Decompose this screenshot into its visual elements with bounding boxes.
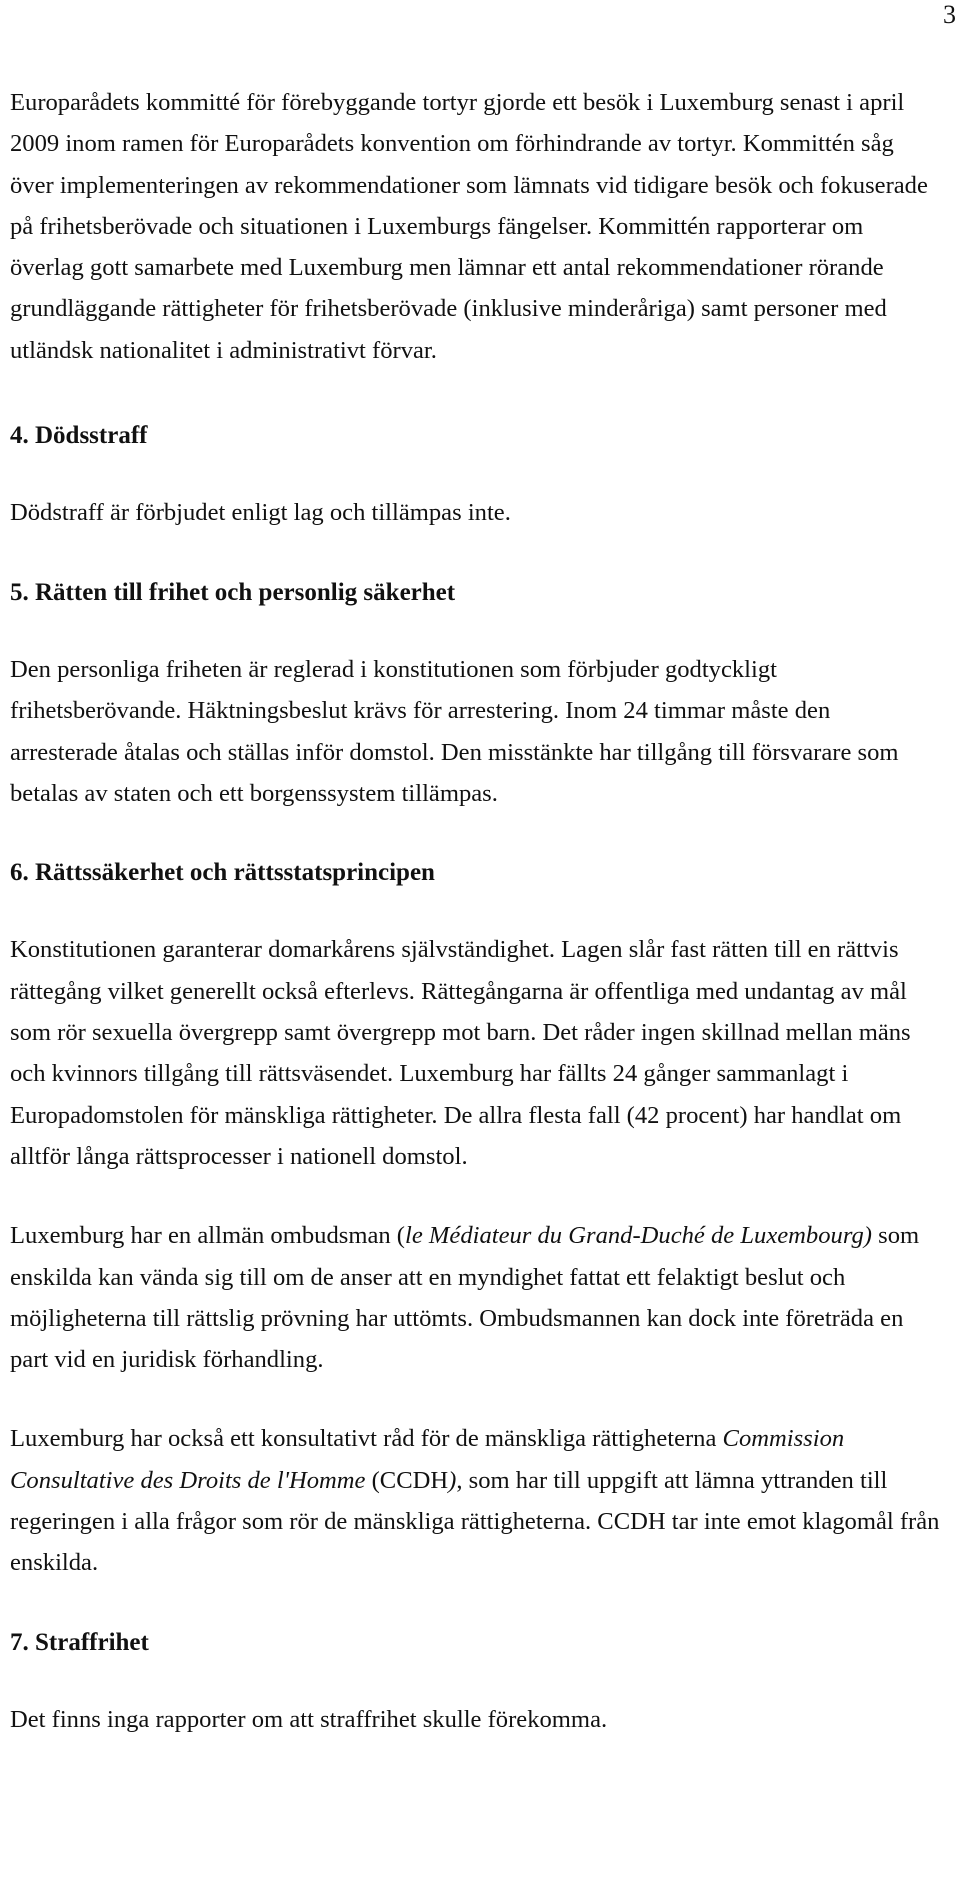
- section-6-paragraph-1: Konstitutionen garanterar domarkårens självständighet. Lagen slår fast rätten till en rättvis rättegång vilket generellt också efterlevs. Rättegångarna är offentliga med undantag av mål som rör sexuella övergrepp samt övergrepp mot barn. Det råder ingen skillnad mellan mäns och kvinnors tillgång till rättsväsendet. Luxemburg har fällts 24 gånger sammanlagt i Europadomstolen för mänskliga rättigheter. De allra flesta fall (42 procent) har handlat om alltför långa rättsprocesser i nationell domstol.: [10, 936, 911, 1170]
- section-6-heading: 6. Rättssäkerhet och rättsstatsprincipen: [10, 859, 435, 887]
- section-4-heading: 4. Dödsstraff: [10, 422, 148, 450]
- intro-paragraph: Europarådets kommitté för förebyggande tortyr gjorde ett besök i Luxemburg senast i april 2009 inom ramen för Europarådets konvention om förhindrande av tortyr. Kommittén såg över implementeringen av rekommendationer som lämnats vid tidigare besök och fokuserade på frihetsberövade och situationen i Luxemburgs fängelser. Kommittén rapporterar om överlag gott samarbete med Luxemburg men lämnar ett antal rekommendationer rörande grundläggande rättigheter för frihetsberövade (inklusive minderåriga) samt personer med utländsk nationalitet i administrativt förvar.: [10, 89, 928, 364]
- section-6-paragraph-2: [10, 1215, 940, 1380]
- ccdh-abbrev: (CCDH: [365, 1466, 449, 1494]
- ccdh-text-end: , som har till uppgift att lämna yttranden till regeringen i alla frågor som rör de mänskliga rättigheterna. CCDH tar inte emot klagomål från enskilda.: [10, 1466, 940, 1577]
- ccdh-italic-paren: ): [448, 1466, 457, 1494]
- section-5-paragraph: Den personliga friheten är reglerad i konstitutionen som förbjuder godtyckligt frihetsberövande. Häktningsbeslut krävs för arrestering. Inom 24 timmar måste den arresterade åtalas och ställas inför domstol. Den misstänkte har tillgång till försvarare som betalas av staten och ett borgenssystem tillämpas.: [10, 655, 899, 807]
- document-body: [10, 82, 940, 1740]
- page-number: 3: [943, 0, 956, 29]
- section-4-paragraph: Dödstraff är förbjudet enligt lag och tillämpas inte.: [10, 499, 511, 527]
- section-7-heading: 7. Straffrihet: [10, 1628, 149, 1656]
- ombudsman-text-start: Luxemburg har en allmän ombudsman (: [10, 1222, 406, 1250]
- ombudsman-italic-name: le Médiateur du Grand-Duché de Luxembourg): [405, 1222, 872, 1250]
- section-5-heading: 5. Rätten till frihet och personlig säkerhet: [10, 578, 456, 606]
- ccdh-text-start: Luxemburg har också ett konsultativt råd för de mänskliga rättigheterna: [10, 1425, 723, 1453]
- ccdh-italic-name: Commission Consultative des Droits de l'Homme: [10, 1425, 845, 1494]
- section-7-paragraph: Det finns inga rapporter om att straffrihet skulle förekomma.: [10, 1705, 608, 1733]
- ombudsman-text-end: som enskilda kan vända sig till om de anser att en myndighet fattat ett felaktigt beslut och möjligheterna till rättslig prövning har uttömts. Ombudsmannen kan dock inte företräda en part vid en juridisk förhandling.: [10, 1222, 920, 1374]
- section-6-paragraph-3: [10, 1418, 940, 1583]
